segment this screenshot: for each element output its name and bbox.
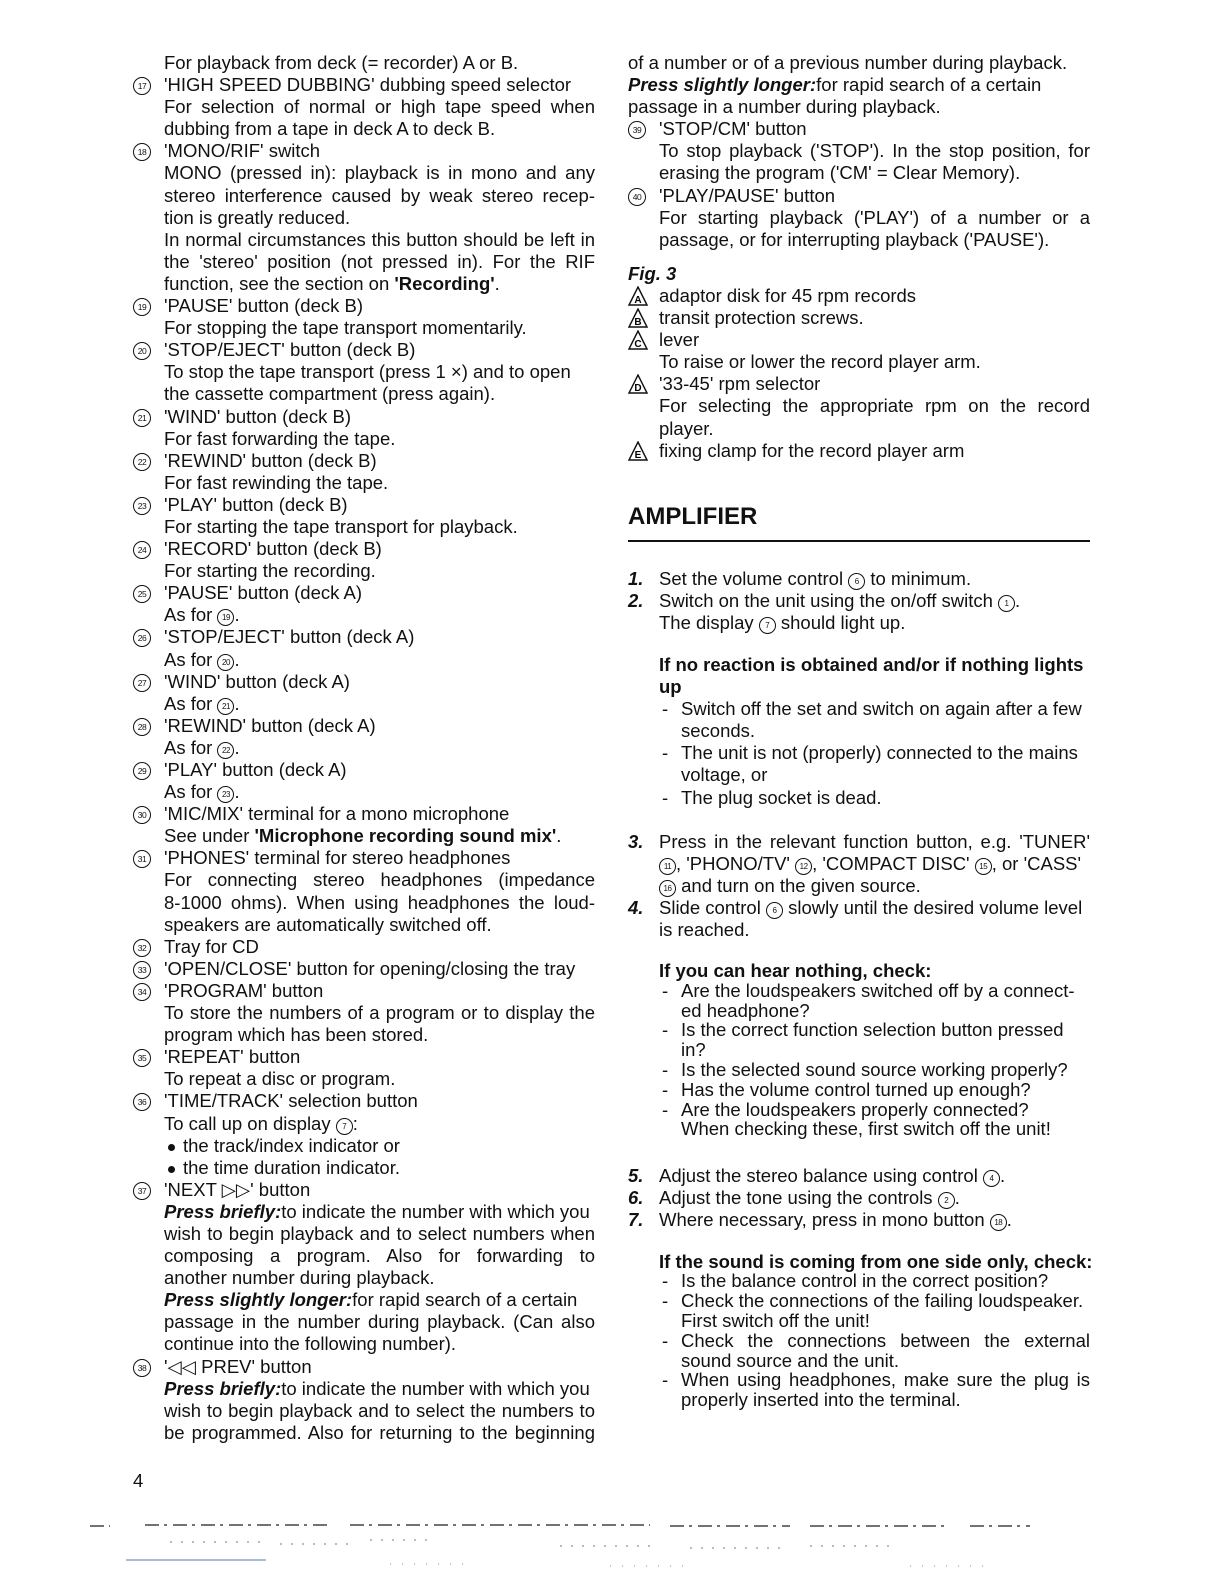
item-number-32: 32	[133, 939, 151, 957]
ref-number: 19	[217, 609, 234, 626]
step-line	[659, 875, 1090, 897]
text: , 'COMPACT DISC'	[812, 852, 970, 874]
item-32	[133, 936, 595, 958]
item-number-25: 25	[133, 585, 151, 603]
item-desc: the cassette compartment (press again).	[164, 383, 496, 405]
fig-item-d	[628, 373, 1090, 439]
text: .	[234, 648, 240, 670]
item-title: Tray for CD	[164, 935, 259, 957]
intro-line	[133, 52, 595, 74]
ref-number: 1	[998, 595, 1015, 612]
sub-heading: If you can hear nothing, check:	[659, 960, 932, 982]
sub-heading: If no reaction is obtained and/or if nothing lights	[659, 653, 1084, 675]
item-desc: tion is greatly reduced.	[164, 206, 351, 228]
item-number-35: 35	[133, 1049, 151, 1067]
text: - The unit is not (properly) connected to the mains	[681, 742, 1078, 764]
item-20	[133, 339, 595, 405]
item-title: 'PHONES' terminal for stereo headphones	[164, 847, 511, 869]
text: seconds.	[681, 720, 756, 742]
step-number: 1.	[628, 567, 644, 589]
fig-item-desc: To raise or lower the record player arm.	[659, 351, 981, 373]
item-number-31: 31	[133, 850, 151, 868]
spacer	[628, 1139, 1090, 1165]
item-30	[133, 803, 595, 847]
fig-item-desc: player.	[659, 417, 714, 439]
item-desc	[164, 693, 595, 715]
text: .	[234, 604, 240, 626]
check-item	[659, 1370, 1090, 1410]
item-desc: erasing the program ('CM' = Clear Memory).	[659, 162, 1021, 184]
text: - Are the loudspeakers switched off by a connect-	[681, 979, 1075, 1001]
step-2	[628, 590, 1090, 634]
item-desc: To stop playback ('STOP'). In the stop position, for	[659, 140, 1090, 162]
text: See under	[164, 825, 255, 847]
step-number: 3.	[628, 830, 644, 852]
bullet-item: the time duration indicator.	[164, 1157, 595, 1179]
fig-item-a	[628, 285, 1090, 307]
item-number-18: 18	[133, 143, 151, 161]
triangle-letter: C	[634, 339, 642, 351]
fig-item-text: fixing clamp for the record player arm	[659, 439, 965, 461]
text: should light up.	[780, 611, 906, 633]
item-number-40: 40	[628, 188, 646, 206]
item-desc: To stop the tape transport (press 1 ×) and to open	[164, 361, 571, 383]
text: - Is the balance control in the correct position?	[681, 1270, 1049, 1292]
item-19	[133, 295, 595, 339]
item-25	[133, 582, 595, 626]
item-title: 'HIGH SPEED DUBBING' dubbing speed selector	[164, 74, 572, 96]
text: function, see the section on	[164, 272, 395, 294]
spacer	[628, 542, 1090, 568]
text: Adjust the tone using the controls	[659, 1187, 933, 1209]
item-33	[133, 958, 595, 980]
item-desc: speakers are automatically switched off.	[164, 913, 492, 935]
text: As for	[164, 736, 213, 758]
item-number-17: 17	[133, 77, 151, 95]
item-title: 'PLAY' button (deck A)	[164, 759, 347, 780]
item-title: 'REWIND' button (deck B)	[164, 449, 377, 471]
text: to indicate the number with which you	[281, 1377, 590, 1399]
text: .	[234, 692, 240, 714]
item-desc: the 'stereo' position (not pressed in). For the RIF	[164, 250, 595, 272]
text: , 'PHONO/TV'	[676, 852, 790, 874]
ref-number: 12	[795, 858, 812, 875]
item-title: 'PLAY' button (deck B)	[164, 493, 348, 515]
intro-text: For playback from deck (= recorder) A or B.	[164, 52, 519, 73]
item-number-37: 37	[133, 1182, 151, 1200]
ref-number: 22	[217, 742, 234, 759]
text: When checking these, first switch off the unit!	[681, 1118, 1051, 1140]
item-22	[133, 450, 595, 494]
text: voltage, or	[681, 764, 768, 786]
item-number-19: 19	[133, 298, 151, 316]
item-title: 'NEXT ▷▷' button	[164, 1178, 311, 1200]
item-desc: In normal circumstances this button should be left in	[164, 228, 595, 250]
step-1	[628, 568, 1090, 590]
ref-number: 6	[766, 902, 783, 919]
item-desc: For stopping the tape transport momentarily.	[164, 317, 527, 339]
item-desc: For starting playback ('PLAY') of a number or a	[659, 206, 1090, 228]
fig-item-c	[628, 329, 1090, 373]
ref-number: 7	[336, 1118, 353, 1135]
item-desc	[164, 781, 595, 803]
text: .	[234, 736, 240, 758]
item-number-28: 28	[133, 718, 151, 736]
item-desc: another number during playback.	[164, 1267, 435, 1289]
item-desc	[164, 1201, 595, 1223]
text: Set the volume control	[659, 567, 844, 589]
item-desc: For selection of normal or high tape speed when	[164, 96, 595, 118]
text: - Is the selected sound source working properly?	[681, 1059, 1068, 1081]
text: sound source and the unit.	[681, 1349, 900, 1371]
step-line	[659, 853, 1090, 875]
step-7	[628, 1209, 1090, 1231]
item-desc	[164, 273, 595, 295]
item-number-22: 22	[133, 453, 151, 471]
step-number: 4.	[628, 896, 644, 918]
text: - Has the volume control turned up enough?	[681, 1078, 1031, 1100]
item-desc: For starting the tape transport for playback.	[164, 515, 518, 537]
step-6	[628, 1187, 1090, 1209]
text: To call up on display	[164, 1112, 331, 1134]
step-number: 5.	[628, 1165, 644, 1187]
item-number-30: 30	[133, 806, 151, 824]
item-27	[133, 671, 595, 715]
step-line: Press in the relevant function button, e.g. 'TUNER'	[659, 830, 1090, 852]
no-reaction-block	[628, 654, 1090, 809]
text: Where necessary, press in mono button	[659, 1209, 985, 1231]
item-desc: MONO (pressed in): playback is in mono and any	[164, 162, 595, 184]
ref-number: 15	[975, 858, 992, 875]
item-number-29: 29	[133, 762, 151, 780]
warning-triangle-c-icon	[628, 330, 648, 350]
item-35	[133, 1046, 595, 1090]
continued-text: passage in a number during playback.	[628, 96, 941, 118]
item-39	[628, 118, 1090, 184]
bullet-item: the track/index indicator or	[164, 1135, 595, 1157]
ref-number: 4	[983, 1170, 1000, 1187]
text: - Check the connections between the external	[681, 1329, 1090, 1351]
item-28	[133, 715, 595, 759]
item-title: 'PAUSE' button (deck A)	[164, 582, 362, 604]
text: slowly until the desired volume level	[788, 896, 1083, 918]
item-37	[133, 1179, 595, 1356]
item-title: 'REPEAT' button	[164, 1046, 301, 1068]
item-31	[133, 847, 595, 935]
section-ref: 'Microphone recording sound mix'	[254, 825, 557, 847]
text: in?	[681, 1039, 706, 1061]
ref-number: 2	[938, 1192, 955, 1209]
check-item	[659, 1060, 1090, 1080]
item-desc	[164, 649, 595, 671]
text: - When using headphones, make sure the plug is	[681, 1369, 1090, 1391]
item-number-26: 26	[133, 629, 151, 647]
item-desc: For fast rewinding the tape.	[164, 471, 389, 493]
item-38	[133, 1356, 595, 1444]
item-17	[133, 74, 595, 140]
check-item	[659, 1291, 1090, 1331]
step-line	[659, 897, 1090, 919]
fig-item-text: lever	[659, 329, 700, 351]
item-title: 'PAUSE' button (deck B)	[164, 295, 364, 317]
triangle-letter: A	[634, 294, 642, 306]
item-desc: program which has been stored.	[164, 1024, 429, 1046]
text: .	[234, 781, 240, 803]
fig-item-b	[628, 307, 1090, 329]
ref-number: 16	[659, 880, 676, 897]
spacer	[628, 809, 1090, 831]
check-item	[659, 981, 1090, 1021]
item-26	[133, 626, 595, 670]
check-item	[659, 1100, 1090, 1140]
item-title: 'MONO/RIF' switch	[164, 140, 321, 162]
ref-number: 20	[217, 654, 234, 671]
item-desc: 8-1000 ohms). When using headphones the loud-	[164, 891, 595, 913]
text: As for	[164, 648, 213, 670]
text: ed headphone?	[681, 999, 810, 1021]
item-desc: passage in the number during playback. (Can also	[164, 1311, 595, 1333]
step-line: is reached.	[659, 919, 750, 940]
item-title: 'STOP/EJECT' button (deck B)	[164, 339, 416, 361]
warning-triangle-a-icon	[628, 286, 648, 306]
emphasis: Press briefly:	[164, 1200, 282, 1222]
text: properly inserted into the terminal.	[681, 1389, 961, 1411]
text: - Are the loudspeakers properly connected?	[681, 1098, 1029, 1120]
text: - Is the correct function selection button pressed	[681, 1019, 1064, 1041]
step-3	[628, 831, 1090, 897]
item-desc: wish to begin playback and to select the numbers to	[164, 1399, 595, 1421]
right-column	[628, 52, 1093, 1411]
item-desc	[164, 604, 595, 626]
step-line	[659, 612, 1090, 634]
item-29	[133, 759, 595, 803]
ref-number: 21	[217, 698, 234, 715]
item-title: 'PROGRAM' button	[164, 979, 324, 1001]
item-title: 'MIC/MIX' terminal for a mono microphone	[164, 803, 510, 825]
item-number-24: 24	[133, 541, 151, 559]
check-item	[659, 1331, 1090, 1371]
item-number-39: 39	[628, 121, 646, 139]
text: - The plug socket is dead.	[681, 786, 882, 808]
sub-heading: up	[659, 676, 682, 698]
item-desc: For starting the recording.	[164, 560, 376, 582]
item-number-33: 33	[133, 961, 151, 979]
continued-text: of a number or of a previous number during playback.	[628, 52, 1068, 73]
text: First switch off the unit!	[681, 1309, 870, 1331]
item-title: 'WIND' button (deck B)	[164, 405, 351, 427]
ref-number: 11	[659, 858, 676, 875]
text: As for	[164, 781, 213, 803]
text: As for	[164, 692, 213, 714]
text: Slide control	[659, 896, 761, 918]
item-24	[133, 538, 595, 582]
item-18	[133, 140, 595, 295]
item-title: 'REWIND' button (deck A)	[164, 714, 376, 736]
item-desc: composing a program. Also for forwarding to	[164, 1245, 595, 1267]
item-number-38: 38	[133, 1359, 151, 1377]
check-item	[659, 787, 1090, 809]
item-34	[133, 980, 595, 1046]
check-item	[659, 698, 1090, 742]
item-23	[133, 494, 595, 538]
triangle-letter: D	[634, 383, 642, 395]
sub-heading: If the sound is coming from one side only, check:	[659, 1250, 1093, 1272]
text: - Check the connections of the failing loudspeaker.	[681, 1290, 1084, 1312]
text: The display	[659, 611, 754, 633]
text: for rapid search of a certain	[816, 74, 1042, 96]
triangle-letter: B	[634, 317, 642, 329]
fig-item-text: '33-45' rpm selector	[659, 373, 821, 395]
step-number: 6.	[628, 1187, 644, 1209]
text: , or 'CASS'	[991, 852, 1082, 874]
text: .	[954, 1187, 960, 1209]
text: to minimum.	[870, 567, 972, 589]
triangle-letter: E	[634, 449, 642, 461]
item-36	[133, 1090, 595, 1178]
left-column	[133, 52, 595, 1444]
fig-item-e	[628, 440, 1090, 462]
section-heading: AMPLIFIER	[628, 502, 1090, 542]
item-desc: passage, or for interrupting playback ('PAUSE').	[659, 228, 1050, 250]
text: to indicate the number with which you	[281, 1200, 590, 1222]
step-line	[659, 590, 1090, 612]
item-title: 'STOP/CM' button	[659, 118, 807, 140]
item-number-34: 34	[133, 983, 151, 1001]
text: :	[352, 1112, 358, 1134]
check-item	[659, 1020, 1090, 1060]
item-title: 'OPEN/CLOSE' button for opening/closing the tray	[164, 957, 576, 979]
continued-text	[628, 74, 1090, 96]
item-desc: be programmed. Also for returning to the beginning	[164, 1421, 595, 1443]
check-item	[659, 1271, 1090, 1291]
item-title: '◁◁ PREV' button	[164, 1355, 312, 1377]
item-desc: To store the numbers of a program or to display the	[164, 1002, 595, 1024]
text: - Switch off the set and switch on again after a few	[681, 698, 1082, 720]
item-title: 'TIME/TRACK' selection button	[164, 1090, 418, 1112]
check-item	[659, 742, 1090, 786]
item-title: 'STOP/EJECT' button (deck A)	[164, 626, 415, 648]
check-item	[659, 1080, 1090, 1100]
fig-item-desc: For selecting the appropriate rpm on the record	[659, 395, 1090, 417]
item-desc	[164, 737, 595, 759]
emphasis: Press slightly longer:	[628, 74, 817, 96]
text: .	[1015, 589, 1021, 611]
text: As for	[164, 604, 213, 626]
item-desc: To repeat a disc or program.	[164, 1068, 396, 1090]
step-4	[628, 897, 1090, 941]
item-title: 'PLAY/PAUSE' button	[659, 184, 836, 206]
ref-number: 23	[217, 786, 234, 803]
item-number-21: 21	[133, 409, 151, 427]
item-title: 'RECORD' button (deck B)	[164, 538, 382, 560]
item-number-23: 23	[133, 497, 151, 515]
item-number-20: 20	[133, 342, 151, 360]
hear-nothing-block	[628, 961, 1090, 1139]
figure-label: Fig. 3	[628, 262, 677, 284]
item-desc	[164, 825, 595, 847]
item-desc	[164, 1289, 595, 1311]
fig-item-text: adaptor disk for 45 rpm records	[659, 284, 917, 306]
step-number: 2.	[628, 589, 644, 611]
item-desc: stereo interference caused by weak stereo recep-	[164, 184, 595, 206]
item-40	[628, 185, 1090, 251]
ref-number: 7	[759, 617, 776, 634]
item-desc: For connecting stereo headphones (impedance	[164, 869, 595, 891]
emphasis: Press slightly longer:	[164, 1289, 353, 1311]
item-desc: For fast forwarding the tape.	[164, 427, 396, 449]
text: and turn on the given source.	[681, 874, 921, 896]
step-5	[628, 1165, 1090, 1187]
item-desc	[164, 1113, 595, 1135]
item-number-27: 27	[133, 674, 151, 692]
text: .	[999, 1165, 1006, 1187]
item-title: 'WIND' button (deck A)	[164, 670, 350, 692]
page-number: 4	[133, 1470, 144, 1491]
item-desc	[164, 1378, 595, 1400]
text: .	[494, 272, 500, 294]
text: for rapid search of a certain	[352, 1289, 578, 1311]
text: .	[1006, 1209, 1012, 1231]
warning-triangle-b-icon	[628, 308, 648, 328]
item-desc: dubbing from a tape in deck A to deck B.	[164, 118, 496, 140]
item-desc: wish to begin playback and to select numbers when	[164, 1222, 595, 1244]
fig-item-text: transit protection screws.	[659, 307, 864, 329]
text: Switch on the unit using the on/off switch	[659, 589, 993, 611]
warning-triangle-e-icon	[628, 441, 648, 461]
step-number: 7.	[628, 1209, 644, 1231]
text: Adjust the stereo balance using control	[659, 1165, 978, 1187]
section-ref: 'Recording'	[394, 272, 495, 294]
scan-artifact-lines	[90, 1516, 1050, 1576]
item-21	[133, 406, 595, 450]
text: .	[556, 825, 562, 847]
emphasis: Press briefly:	[164, 1377, 282, 1399]
ref-number: 6	[848, 573, 865, 590]
warning-triangle-d-icon	[628, 374, 648, 394]
item-desc: continue into the following number).	[164, 1333, 457, 1355]
ref-number: 18	[990, 1214, 1007, 1231]
item-number-36: 36	[133, 1093, 151, 1111]
one-side-block	[628, 1250, 1093, 1411]
